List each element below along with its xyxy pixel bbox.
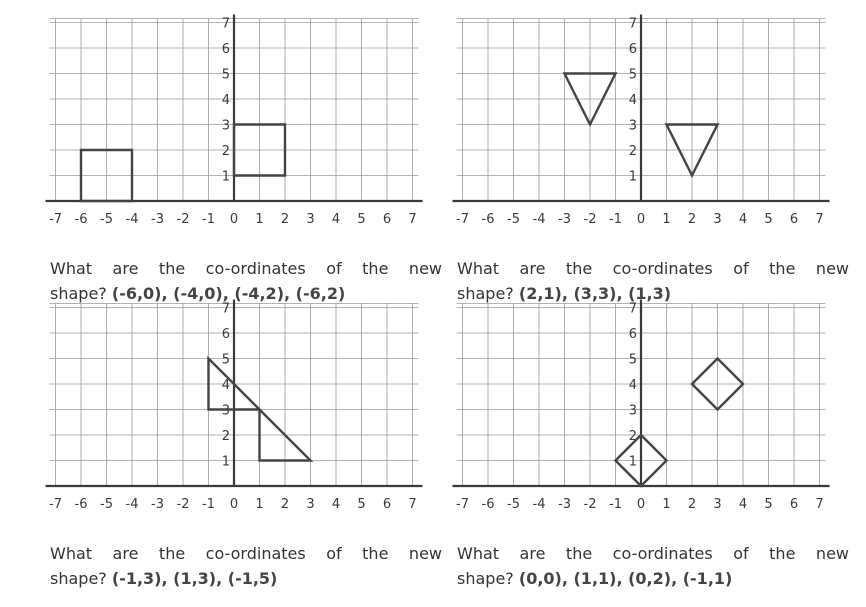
y-tick-label: 3 bbox=[221, 118, 230, 134]
x-tick-label: 7 bbox=[408, 212, 417, 227]
x-tick-label: -4 bbox=[532, 212, 546, 227]
x-tick-label: -4 bbox=[125, 497, 139, 512]
question-line-1: What are the co-ordinates of the new bbox=[457, 259, 849, 278]
y-tick-label: 1 bbox=[221, 169, 230, 185]
y-tick-label: 6 bbox=[628, 327, 637, 342]
x-tick-label: -7 bbox=[456, 497, 469, 512]
y-tick-label: 1 bbox=[628, 169, 637, 185]
x-tick-label: 6 bbox=[789, 212, 799, 227]
x-tick-label: 1 bbox=[255, 212, 264, 227]
answer-text: (0,0), (1,1), (0,2), (-1,1) bbox=[518, 569, 733, 588]
y-tick-label: 5 bbox=[221, 67, 230, 83]
panel-bottom-left bbox=[49, 301, 450, 607]
y-tick-label: 5 bbox=[628, 67, 637, 83]
x-tick-label: 6 bbox=[382, 497, 392, 512]
x-tick-label: -2 bbox=[583, 212, 597, 227]
x-tick-label: -7 bbox=[49, 497, 62, 512]
x-tick-label: -2 bbox=[176, 497, 190, 512]
y-tick-label: 5 bbox=[221, 352, 230, 368]
x-tick-label: 3 bbox=[713, 212, 722, 227]
x-tick-label: -6 bbox=[481, 497, 495, 512]
x-tick-label: 5 bbox=[357, 212, 366, 227]
y-tick-label: 7 bbox=[628, 301, 637, 317]
y-tick-label: 2 bbox=[628, 144, 637, 159]
x-tick-label: 1 bbox=[662, 497, 671, 512]
y-tick-label: 1 bbox=[628, 454, 637, 470]
x-tick-label: 2 bbox=[687, 212, 697, 227]
question-line-2: shape? bbox=[457, 569, 514, 588]
x-tick-label: 2 bbox=[687, 497, 697, 512]
x-tick-label: -2 bbox=[583, 497, 597, 512]
x-tick-label: -1 bbox=[609, 212, 622, 227]
question-text bbox=[50, 256, 442, 306]
y-tick-label: 2 bbox=[221, 144, 230, 159]
panel-bottom-right bbox=[456, 301, 857, 607]
coordinate-grid bbox=[456, 16, 857, 252]
x-tick-label: -3 bbox=[558, 212, 571, 227]
x-tick-label: 5 bbox=[764, 212, 773, 227]
y-tick-label: 7 bbox=[221, 16, 230, 32]
x-tick-label: 1 bbox=[255, 497, 264, 512]
y-tick-label: 6 bbox=[221, 327, 230, 342]
x-tick-label: 7 bbox=[815, 212, 824, 227]
y-tick-label: 2 bbox=[221, 429, 230, 444]
x-tick-label: -1 bbox=[202, 497, 215, 512]
question-line-2: shape? bbox=[50, 284, 107, 303]
y-tick-label: 5 bbox=[628, 352, 637, 368]
y-tick-label: 4 bbox=[221, 93, 230, 108]
question-text bbox=[457, 541, 849, 591]
x-tick-label: -4 bbox=[532, 497, 546, 512]
x-tick-label: -1 bbox=[609, 497, 622, 512]
x-tick-label: 4 bbox=[738, 212, 748, 227]
x-tick-label: 2 bbox=[280, 212, 290, 227]
y-tick-label: 6 bbox=[628, 42, 637, 57]
y-tick-label: 1 bbox=[221, 454, 230, 470]
panel-top-left bbox=[49, 16, 450, 322]
x-tick-label: -5 bbox=[507, 497, 520, 512]
x-tick-label: 4 bbox=[331, 212, 341, 227]
x-tick-label: 5 bbox=[764, 497, 773, 512]
x-tick-label: 7 bbox=[815, 497, 824, 512]
x-tick-label: -6 bbox=[74, 212, 88, 227]
x-tick-label: -6 bbox=[74, 497, 88, 512]
x-tick-label: -3 bbox=[151, 212, 164, 227]
x-tick-label: -5 bbox=[507, 212, 520, 227]
answer-text: (-6,0), (-4,0), (-4,2), (-6,2) bbox=[111, 284, 346, 303]
x-tick-label: 4 bbox=[331, 497, 341, 512]
answer-text: (2,1), (3,3), (1,3) bbox=[518, 284, 672, 303]
y-tick-label: 4 bbox=[628, 378, 637, 393]
coordinate-grid bbox=[49, 301, 450, 537]
x-tick-label: -7 bbox=[49, 212, 62, 227]
x-tick-label: 6 bbox=[789, 497, 799, 512]
x-tick-label: -5 bbox=[100, 497, 113, 512]
y-tick-label: 7 bbox=[221, 301, 230, 317]
question-line-1: What are the co-ordinates of the new bbox=[50, 544, 442, 563]
x-tick-label: 0 bbox=[229, 212, 239, 227]
question-text bbox=[457, 256, 849, 306]
question-line-1: What are the co-ordinates of the new bbox=[50, 259, 442, 278]
x-tick-label: -7 bbox=[456, 212, 469, 227]
coordinate-grid bbox=[49, 16, 450, 252]
panel-top-right bbox=[456, 16, 857, 322]
question-text bbox=[50, 541, 442, 591]
y-tick-label: 4 bbox=[628, 93, 637, 108]
x-tick-label: -5 bbox=[100, 212, 113, 227]
question-line-1: What are the co-ordinates of the new bbox=[457, 544, 849, 563]
x-tick-label: 3 bbox=[306, 212, 315, 227]
x-tick-label: 6 bbox=[382, 212, 392, 227]
y-tick-label: 3 bbox=[628, 403, 637, 419]
x-tick-label: 0 bbox=[636, 212, 646, 227]
y-tick-label: 4 bbox=[221, 378, 230, 393]
x-tick-label: -4 bbox=[125, 212, 139, 227]
x-tick-label: -3 bbox=[151, 497, 164, 512]
answer-text: (-1,3), (1,3), (-1,5) bbox=[111, 569, 278, 588]
y-tick-label: 2 bbox=[628, 429, 637, 444]
x-tick-label: 4 bbox=[738, 497, 748, 512]
x-tick-label: 5 bbox=[357, 497, 366, 512]
y-tick-label: 3 bbox=[221, 403, 230, 419]
coordinate-grid bbox=[456, 301, 857, 537]
question-line-2: shape? bbox=[50, 569, 107, 588]
x-tick-label: 0 bbox=[636, 497, 646, 512]
x-tick-label: -3 bbox=[558, 497, 571, 512]
y-tick-label: 7 bbox=[628, 16, 637, 32]
question-line-2: shape? bbox=[457, 284, 514, 303]
y-tick-label: 3 bbox=[628, 118, 637, 134]
x-tick-label: 1 bbox=[662, 212, 671, 227]
x-tick-label: 3 bbox=[713, 497, 722, 512]
x-tick-label: -1 bbox=[202, 212, 215, 227]
x-tick-label: 2 bbox=[280, 497, 290, 512]
y-tick-label: 6 bbox=[221, 42, 230, 57]
x-tick-label: -2 bbox=[176, 212, 190, 227]
x-tick-label: 3 bbox=[306, 497, 315, 512]
x-tick-label: -6 bbox=[481, 212, 495, 227]
x-tick-label: 7 bbox=[408, 497, 417, 512]
x-tick-label: 0 bbox=[229, 497, 239, 512]
